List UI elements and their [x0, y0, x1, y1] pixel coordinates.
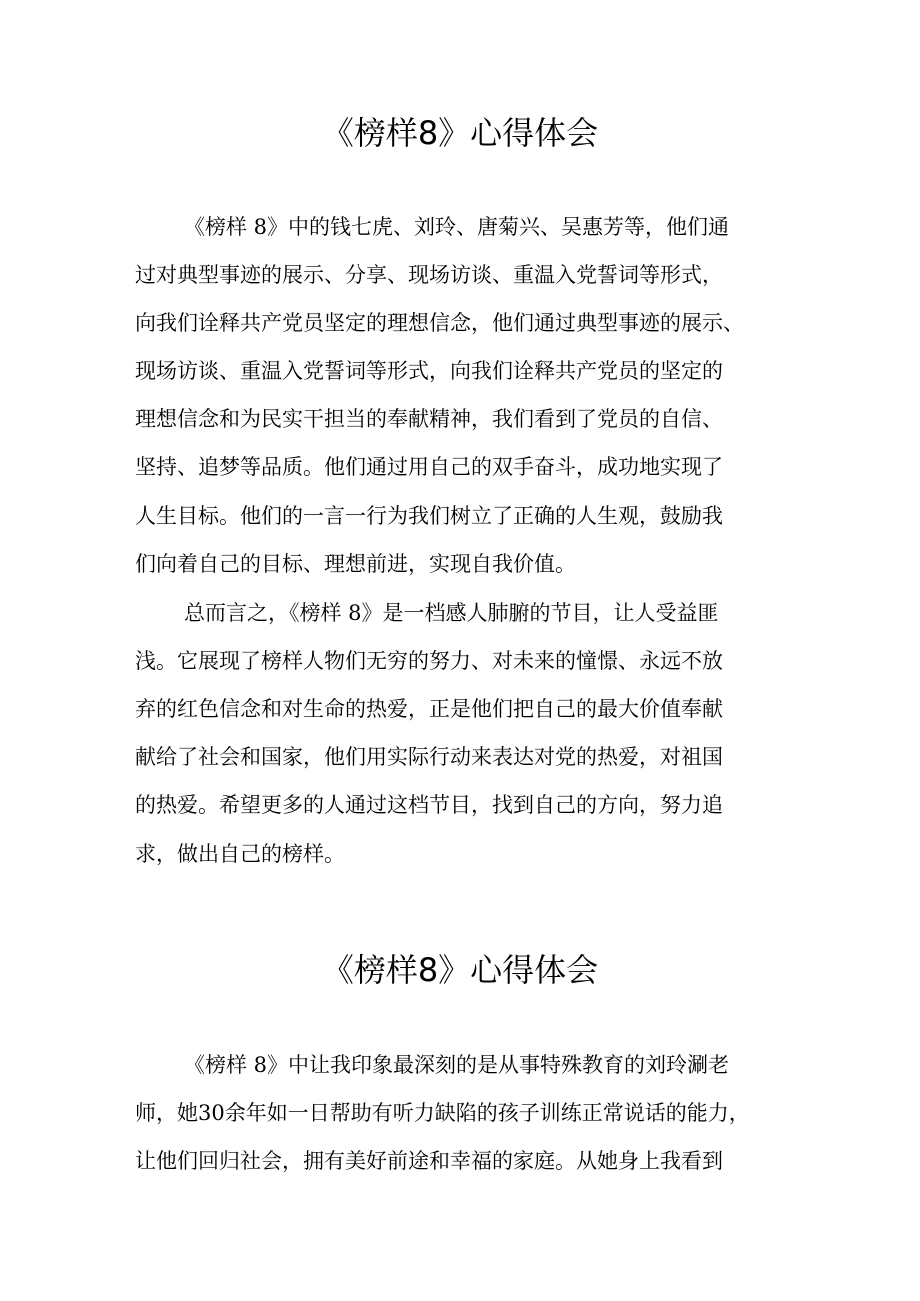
- paragraph-line: 过对典型事迹的展示、分享、现场访谈、重温入党誓词等形式，: [135, 263, 723, 287]
- paragraph-line: 浅。它展现了榜样人物们无穷的努力、对未来的憧憬、永远不放: [135, 649, 723, 673]
- section-1-title: 《榜样8》心得体会: [321, 114, 599, 152]
- paragraph-line: 的热爱。希望更多的人通过这档节目，找到自己的方向，努力追: [135, 793, 723, 817]
- section-2-title: 《榜样8》心得体会: [321, 951, 599, 989]
- paragraph-line: 弃的红色信念和对生命的热爱，正是他们把自己的最大价值奉献: [135, 697, 723, 721]
- paragraph-line: 人生目标。他们的一言一行为我们树立了正确的人生观，鼓励我: [135, 504, 723, 528]
- paragraph-line: 师，她30余年如一日帮助有听力缺陷的孩子训练正常说话的能力，: [135, 1101, 750, 1125]
- paragraph-line: 让他们回归社会，拥有美好前途和幸福的家庭。从她身上我看到: [135, 1149, 723, 1173]
- paragraph-line: 《榜样 8》中让我印象最深刻的是从事特殊教育的刘玲涮老: [184, 1053, 730, 1077]
- paragraph-line: 向我们诠释共产党员坚定的理想信念，他们通过典型事迹的展示、: [135, 311, 744, 335]
- paragraph-line: 求，做出自己的榜样。: [135, 842, 345, 866]
- paragraph-line: 们向着自己的目标、理想前进，实现自我价值。: [135, 552, 576, 576]
- paragraph-line: 坚持、追梦等品质。他们通过用自己的双手奋斗，成功地实现了: [135, 455, 723, 479]
- paragraph-line: 现场访谈、重温入党誓词等形式，向我们诠释共产党员的坚定的: [135, 359, 723, 383]
- paragraph-line: 理想信念和为民实干担当的奉献精神，我们看到了党员的自信、: [135, 407, 723, 431]
- paragraph-line: 《榜样 8》中的钱七虎、刘玲、唐菊兴、吴惠芳等，他们通: [184, 215, 730, 239]
- paragraph-line: 献给了社会和国家，他们用实际行动来表达对党的热爱，对祖国: [135, 745, 723, 769]
- paragraph-line: 总而言之，《榜样 8》是一档感人肺腑的节目，让人受益匪: [184, 601, 719, 625]
